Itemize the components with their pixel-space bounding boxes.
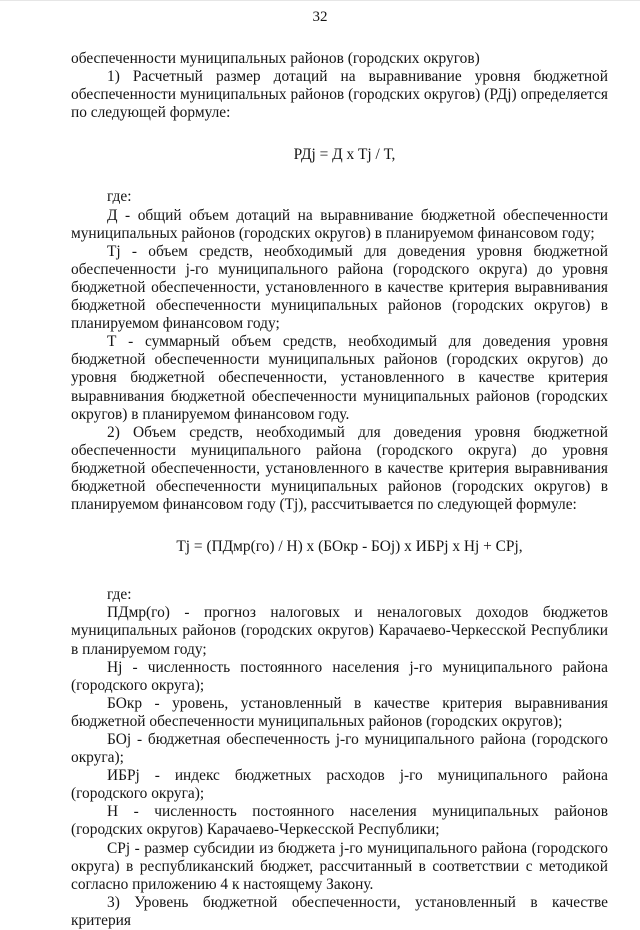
definition-pdmr: ПДмр(го) - прогноз налоговых и неналоговых доходов бюджетов муниципальных районов (городских округов) Карачаево-Черкесской Республики в планируемом году; — [71, 604, 608, 658]
where-label-1: где: — [107, 188, 132, 206]
definition-tj: Тj - объем средств, необходимый для доведения уровня бюджетной обеспеченности j-го муниципального района (городского округа) до уровня бюджетной обеспеченности, установленного в качестве критерия выравнивания бюджетной обеспеченности муниципальных районов (городских округов) в планируемом финансовом году; — [71, 242, 608, 333]
definition-h: Н - численность постоянного населения муниципальных районов (городских округов) Карачаево-Черкесской Республики; — [71, 803, 608, 839]
paragraph-item-1: 1) Расчетный размер дотаций на выравнивание уровня бюджетной обеспеченности муниципальных районов (городских округов) (РДj) определяется по следующей формуле: — [71, 68, 608, 122]
definition-boj: БОj - бюджетная обеспеченность j-го муниципального района (городского округа); — [71, 731, 608, 767]
where-label-2: где: — [107, 586, 132, 604]
definition-bokr: БОкр - уровень, установленный в качестве критерия выравнивания бюджетной обеспеченности муниципальных районов (городских округов); — [71, 694, 608, 730]
formula-rdj: РДj = Д х Тj / Т, — [293, 146, 396, 164]
paragraph-item-2: 2) Объем средств, необходимый для доведения уровня бюджетной обеспеченности муниципального района (городского округа) до уровня бюджетной обеспеченности, установленного в качестве критерия выравнивания бюджетной обеспеченности муниципальных районов (городских округов) в планируемом финансовом году (Тj), рассчитывается по следующей формуле: — [71, 423, 608, 514]
definition-hj: Нj - численность постоянного населения j-го муниципального района (городского округа); — [71, 658, 608, 694]
document-body — [71, 50, 608, 930]
definition-d: Д - общий объем дотаций на выравнивание бюджетной обеспеченности муниципальных районов (городских округов) в планируемом финансовом году; — [71, 206, 608, 242]
paragraph-item-3: 3) Уровень бюджетной обеспеченности, установленный в качестве критерия — [71, 893, 608, 929]
scan-edge — [0, 0, 640, 1]
paragraph-continuation: обеспеченности муниципальных районов (городских округов) — [71, 50, 480, 67]
definition-t: Т - суммарный объем средств, необходимый для доведения уровня бюджетной обеспеченности муниципальных районов (городских округов) до уровня бюджетной обеспеченности, установленного в качестве критерия выравнивания бюджетной обеспеченности муниципальных районов (городских округов) в планируемом финансовом году. — [71, 333, 608, 423]
definition-srj: СРj - размер субсидии из бюджета j-го муниципального района (городского округа) в республиканский бюджет, рассчитанный в соответствии с методикой согласно приложению 4 к настоящему Закону. — [71, 839, 608, 893]
page-number: 32 — [312, 9, 328, 25]
formula-tj: Тj = (ПДмр(го) / Н) х (БОкр - БОj) х ИБРj х Нj + СРj, — [176, 538, 523, 556]
definition-ibrj: ИБРj - индекс бюджетных расходов j-го муниципального района (городского округа); — [71, 767, 608, 803]
